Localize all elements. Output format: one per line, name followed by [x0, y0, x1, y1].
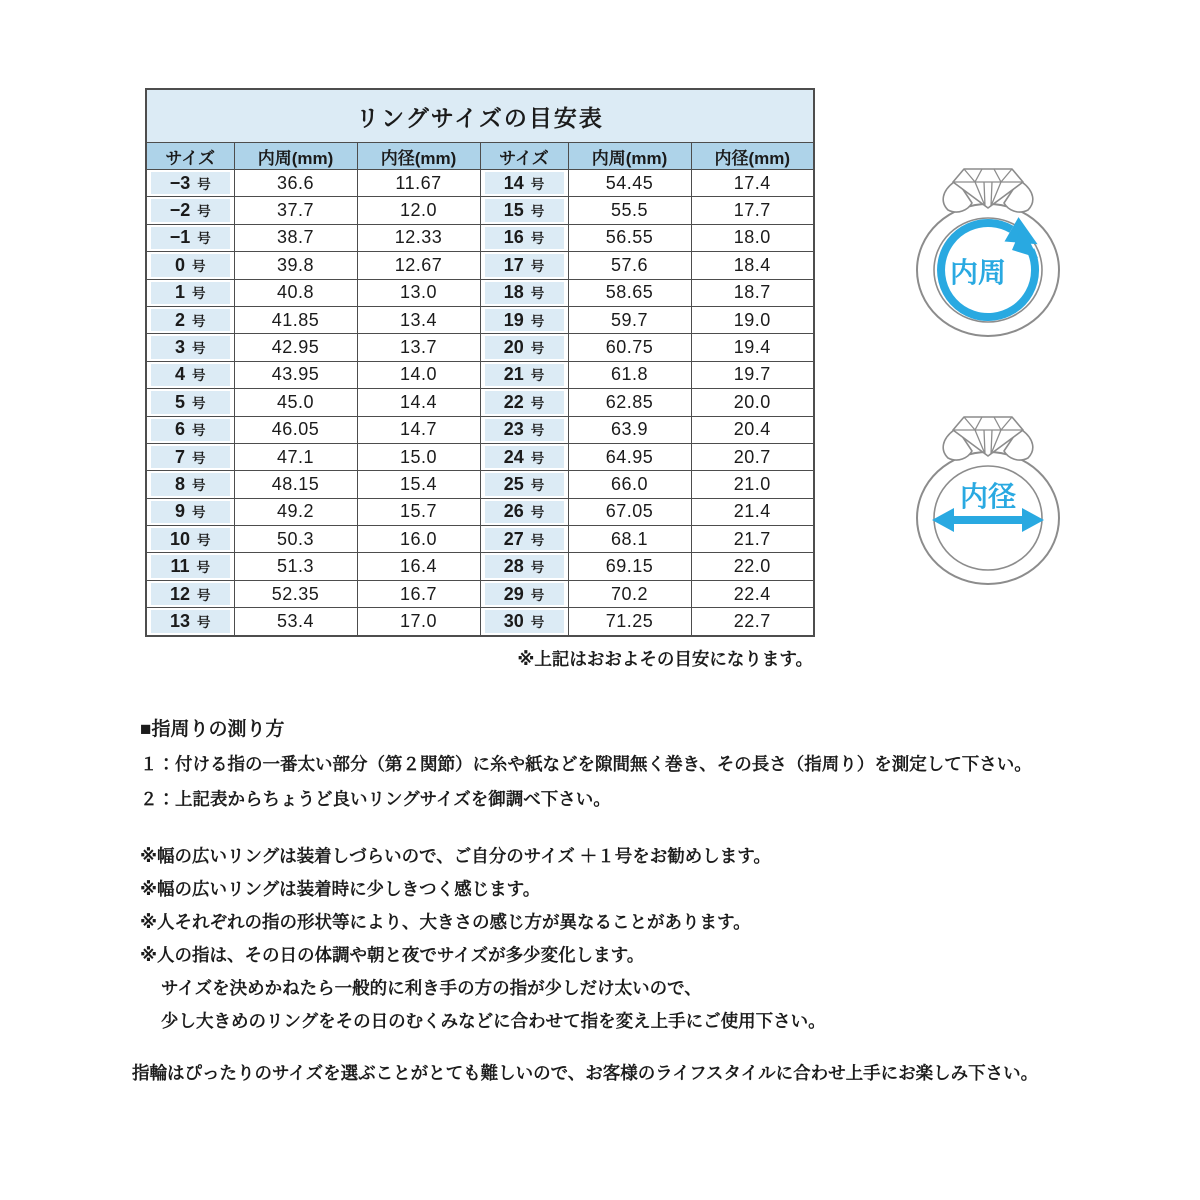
column-header: サイズ [146, 143, 234, 170]
ring-size-table [145, 88, 815, 637]
size-cell: 3 号 [146, 334, 234, 361]
size-cell: −2 号 [146, 197, 234, 224]
value-cell: 47.1 [234, 443, 357, 470]
value-cell: 21.7 [691, 526, 814, 553]
value-cell: 53.4 [234, 608, 357, 636]
value-cell: 13.7 [357, 334, 480, 361]
table-row [146, 416, 814, 443]
table-body [146, 170, 814, 636]
value-cell: 15.0 [357, 443, 480, 470]
value-cell: 19.4 [691, 334, 814, 361]
value-cell: 69.15 [568, 553, 691, 580]
table-row [146, 306, 814, 333]
value-cell: 15.7 [357, 498, 480, 525]
table-row [146, 224, 814, 251]
value-cell: 55.5 [568, 197, 691, 224]
size-cell: 26 号 [480, 498, 568, 525]
size-cell: −3 号 [146, 170, 234, 197]
column-header: サイズ [480, 143, 568, 170]
value-cell: 17.0 [357, 608, 480, 636]
table-row [146, 580, 814, 607]
note-line: ※幅の広いリングは装着しづらいので、ご自分のサイズ ＋１号をお勧めします。 [140, 846, 771, 866]
value-cell: 41.85 [234, 306, 357, 333]
column-header: 内径(mm) [357, 143, 480, 170]
size-cell: 12 号 [146, 580, 234, 607]
value-cell: 21.4 [691, 498, 814, 525]
value-cell: 66.0 [568, 471, 691, 498]
value-cell: 19.7 [691, 361, 814, 388]
table-row [146, 498, 814, 525]
column-header: 内径(mm) [691, 143, 814, 170]
value-cell: 59.7 [568, 306, 691, 333]
table-footnote: ※上記はおおよその目安になります。 [517, 649, 813, 669]
value-cell: 12.0 [357, 197, 480, 224]
value-cell: 68.1 [568, 526, 691, 553]
value-cell: 57.6 [568, 252, 691, 279]
value-cell: 70.2 [568, 580, 691, 607]
table-row [146, 197, 814, 224]
value-cell: 60.75 [568, 334, 691, 361]
value-cell: 43.95 [234, 361, 357, 388]
size-cell: 7 号 [146, 443, 234, 470]
size-cell: 5 号 [146, 389, 234, 416]
value-cell: 14.0 [357, 361, 480, 388]
size-cell: 13 号 [146, 608, 234, 636]
table-row [146, 526, 814, 553]
size-cell: 2 号 [146, 306, 234, 333]
value-cell: 37.7 [234, 197, 357, 224]
size-cell: 9 号 [146, 498, 234, 525]
diameter-label: 内径 [959, 481, 1017, 512]
table-row [146, 553, 814, 580]
table-row [146, 279, 814, 306]
value-cell: 13.4 [357, 306, 480, 333]
size-cell: 4 号 [146, 361, 234, 388]
size-cell: 25 号 [480, 471, 568, 498]
size-cell: 24 号 [480, 443, 568, 470]
value-cell: 45.0 [234, 389, 357, 416]
measuring-step-2: ２：上記表からちょうど良いリングサイズを御調べ下さい。 [140, 789, 611, 809]
table-row [146, 389, 814, 416]
value-cell: 52.35 [234, 580, 357, 607]
value-cell: 21.0 [691, 471, 814, 498]
value-cell: 16.7 [357, 580, 480, 607]
value-cell: 46.05 [234, 416, 357, 443]
value-cell: 14.4 [357, 389, 480, 416]
value-cell: 62.85 [568, 389, 691, 416]
value-cell: 58.65 [568, 279, 691, 306]
size-cell: 10 号 [146, 526, 234, 553]
value-cell: 49.2 [234, 498, 357, 525]
value-cell: 18.4 [691, 252, 814, 279]
value-cell: 61.8 [568, 361, 691, 388]
size-cell: 6 号 [146, 416, 234, 443]
size-cell: 18 号 [480, 279, 568, 306]
table-row [146, 170, 814, 197]
size-cell: 21 号 [480, 361, 568, 388]
value-cell: 22.4 [691, 580, 814, 607]
size-cell: 16 号 [480, 224, 568, 251]
size-cell: 29 号 [480, 580, 568, 607]
note-line: ※幅の広いリングは装着時に少しきつく感じます。 [140, 879, 541, 899]
ring-illustration-circumference [917, 169, 1059, 336]
size-cell: 0 号 [146, 252, 234, 279]
value-cell: 20.0 [691, 389, 814, 416]
size-cell: −1 号 [146, 224, 234, 251]
size-cell: 11 号 [146, 553, 234, 580]
value-cell: 71.25 [568, 608, 691, 636]
value-cell: 18.7 [691, 279, 814, 306]
ring-diagrams [850, 130, 1190, 670]
size-cell: 23 号 [480, 416, 568, 443]
size-cell: 14 号 [480, 170, 568, 197]
value-cell: 64.95 [568, 443, 691, 470]
value-cell: 56.55 [568, 224, 691, 251]
size-cell: 1 号 [146, 279, 234, 306]
value-cell: 14.7 [357, 416, 480, 443]
measuring-heading: ■指周りの測り方 [140, 719, 285, 740]
size-cell: 19 号 [480, 306, 568, 333]
table-row [146, 334, 814, 361]
note-line: サイズを決めかねたら一般的に利き手の方の指が少しだけ太いので、 [161, 978, 702, 998]
value-cell: 39.8 [234, 252, 357, 279]
size-cell: 28 号 [480, 553, 568, 580]
size-cell: 8 号 [146, 471, 234, 498]
value-cell: 11.67 [357, 170, 480, 197]
table-row [146, 361, 814, 388]
table-row [146, 471, 814, 498]
table-row [146, 608, 814, 636]
value-cell: 17.4 [691, 170, 814, 197]
value-cell: 54.45 [568, 170, 691, 197]
table-header-row [146, 143, 814, 170]
value-cell: 50.3 [234, 526, 357, 553]
value-cell: 12.33 [357, 224, 480, 251]
value-cell: 20.4 [691, 416, 814, 443]
notes-list [140, 847, 826, 1045]
note-line: 少し大きめのリングをその日のむくみなどに合わせて指を変え上手にご使用下さい。 [161, 1011, 826, 1031]
value-cell: 42.95 [234, 334, 357, 361]
value-cell: 22.7 [691, 608, 814, 636]
note-line: ※人それぞれの指の形状等により、大きさの感じ方が異なることがあります。 [140, 912, 751, 932]
note-line: ※人の指は、その日の体調や朝と夜でサイズが多少変化します。 [140, 945, 645, 965]
value-cell: 15.4 [357, 471, 480, 498]
measuring-step-1: １：付ける指の一番太い部分（第２関節）に糸や紙などを隙間無く巻き、その長さ（指周り）を測定して下さい。 [140, 754, 1032, 774]
diamond-ring-icon [917, 169, 1059, 336]
value-cell: 63.9 [568, 416, 691, 443]
value-cell: 48.15 [234, 471, 357, 498]
ring-illustration-diameter [917, 417, 1059, 584]
size-cell: 20 号 [480, 334, 568, 361]
value-cell: 17.7 [691, 197, 814, 224]
table-row [146, 443, 814, 470]
table-title: リングサイズの目安表 [146, 89, 814, 143]
table-row [146, 252, 814, 279]
value-cell: 18.0 [691, 224, 814, 251]
value-cell: 16.0 [357, 526, 480, 553]
value-cell: 36.6 [234, 170, 357, 197]
value-cell: 13.0 [357, 279, 480, 306]
size-cell: 15 号 [480, 197, 568, 224]
value-cell: 12.67 [357, 252, 480, 279]
circumference-label: 内周 [949, 257, 1007, 288]
column-header: 内周(mm) [568, 143, 691, 170]
value-cell: 22.0 [691, 553, 814, 580]
value-cell: 67.05 [568, 498, 691, 525]
value-cell: 38.7 [234, 224, 357, 251]
closing-text: 指輪はぴったりのサイズを選ぶことがとても難しいので、お客様のライフスタイルに合わせ上手にお楽しみ下さい。 [132, 1063, 1039, 1083]
size-cell: 17 号 [480, 252, 568, 279]
value-cell: 51.3 [234, 553, 357, 580]
size-cell: 30 号 [480, 608, 568, 636]
value-cell: 20.7 [691, 443, 814, 470]
size-cell: 22 号 [480, 389, 568, 416]
value-cell: 16.4 [357, 553, 480, 580]
value-cell: 19.0 [691, 306, 814, 333]
value-cell: 40.8 [234, 279, 357, 306]
column-header: 内周(mm) [234, 143, 357, 170]
size-cell: 27 号 [480, 526, 568, 553]
